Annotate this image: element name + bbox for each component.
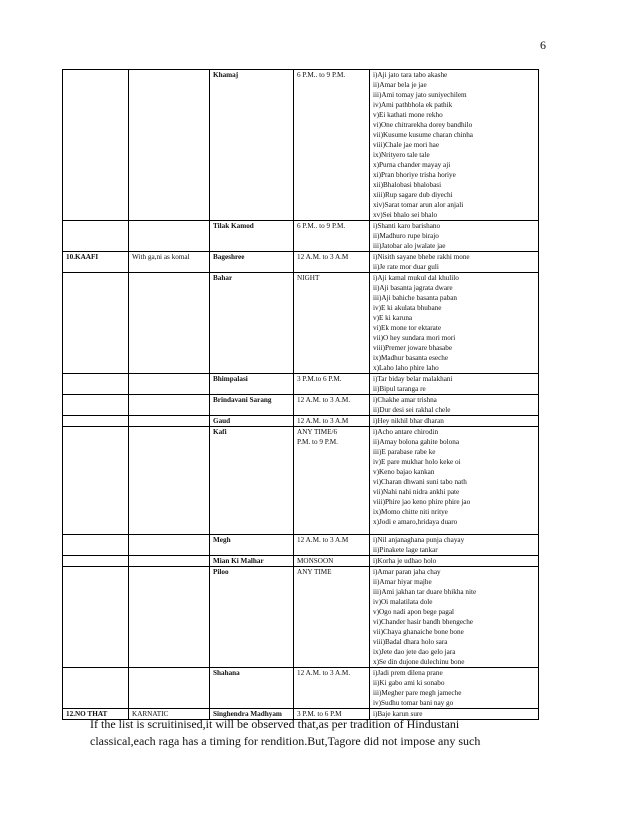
raga-name-cell: Mian Ki Malhar xyxy=(210,556,294,567)
songs-cell xyxy=(370,374,539,395)
song-title: i)Aji jato tara tabo akashe xyxy=(373,71,448,79)
song-title: iv)E pare mukhar holo keke oi xyxy=(373,458,461,466)
time-cell xyxy=(294,374,370,395)
song-title: iv)Ami pathbhola ek pathik xyxy=(373,101,453,109)
time-line: ANY TIME xyxy=(297,568,332,576)
song-title: ix)Madhur basanta eseche xyxy=(373,354,449,362)
time-line: 12 A.M. to 3 A.M. xyxy=(297,396,351,404)
song-title: viii)Premer joware bhasabe xyxy=(373,344,453,352)
time-line: 3 P.M. to 6 P.M xyxy=(297,710,342,718)
song-title: xii)Bhalobasi bhalobasi xyxy=(373,181,442,189)
song-title: i)Amar paran jaha chay xyxy=(373,568,441,576)
time-cell xyxy=(294,273,370,374)
song-title: iv)Sudhu tomar bani nay go xyxy=(373,699,454,707)
song-title: viii)Phire jao keno phire phire jao xyxy=(373,498,471,506)
song-title: xiv)Sarat tomar arun alor anjali xyxy=(373,201,464,209)
raga-name-cell: Bageshree xyxy=(210,252,294,273)
raga-row xyxy=(63,252,539,273)
raga-row xyxy=(63,535,539,556)
raga-row xyxy=(63,273,539,374)
raga-name-cell: Singhendra Madhyam xyxy=(210,709,294,720)
swara-note-cell xyxy=(129,567,210,668)
swara-note-cell xyxy=(129,395,210,416)
songs-cell xyxy=(370,221,539,252)
swara-note-cell xyxy=(129,416,210,427)
songs-cell xyxy=(370,668,539,709)
thaat-cell xyxy=(63,416,129,427)
time-line: 12 A.M. to 3 A.M xyxy=(297,417,349,425)
swara-note-cell: KARNATIC xyxy=(129,709,210,720)
thaat-cell xyxy=(63,273,129,374)
raga-row xyxy=(63,221,539,252)
time-cell xyxy=(294,567,370,668)
song-title: i)Nil anjanaghana punja chayay xyxy=(373,536,465,544)
song-title: vii)Nahi nahi nidra ankhi pate xyxy=(373,488,460,496)
thaat-cell xyxy=(63,70,129,221)
raga-name-cell: Brindavani Sarang xyxy=(210,395,294,416)
time-line: 12 A.M. to 3 A.M xyxy=(297,253,349,261)
song-title: vii)Chaya ghanaiche bone bone xyxy=(373,628,464,636)
thaat-cell xyxy=(63,395,129,416)
song-title: ii)Madhuro rupe birajo xyxy=(373,232,439,240)
swara-note-cell xyxy=(129,427,210,535)
song-title: iii)Ami jakhan tar duare bhikha nite xyxy=(373,588,477,596)
time-line: MONSOON xyxy=(297,557,334,565)
song-title: viii)Badal dhara holo sara xyxy=(373,638,448,646)
song-title: ii)Amar bela je jae xyxy=(373,81,427,89)
time-cell xyxy=(294,395,370,416)
song-title: viii)Chale jae mori hae xyxy=(373,141,440,149)
song-title: v)Ei kathati mone rekho xyxy=(373,111,443,119)
song-title: ii)Pinakete lage tankar xyxy=(373,546,438,554)
song-title: ii)Amar hiyar majhe xyxy=(373,578,432,586)
songs-cell xyxy=(370,556,539,567)
songs-cell xyxy=(370,535,539,556)
time-cell xyxy=(294,252,370,273)
swara-note-cell xyxy=(129,221,210,252)
swara-note-cell xyxy=(129,668,210,709)
song-title: ii)Ki gabo ami ki sonabo xyxy=(373,679,445,687)
swara-note-cell xyxy=(129,535,210,556)
song-title: ix)Nrityero tale tale xyxy=(373,151,430,159)
song-title: ii)Aji basanta jagrata dware xyxy=(373,284,453,292)
song-title: iii)Jatobar alo jwalate jae xyxy=(373,242,446,250)
song-title: ii)Je rate mor duar guli xyxy=(373,263,439,271)
thaat-cell xyxy=(63,567,129,668)
time-line: 6 P.M.. to 9 P.M. xyxy=(297,222,346,230)
raga-name-cell: Tilak Kamod xyxy=(210,221,294,252)
raga-row xyxy=(63,567,539,668)
song-title: i)Acho antare chirodin xyxy=(373,428,439,436)
time-cell xyxy=(294,70,370,221)
time-cell xyxy=(294,416,370,427)
song-title: xi)Pran bhoriye trisha horiye xyxy=(373,171,456,179)
song-title: ii)Dur desi sei rakhal chele xyxy=(373,406,451,414)
time-cell xyxy=(294,556,370,567)
raga-row xyxy=(63,395,539,416)
song-title: xiii)Rup sagare dub diyechi xyxy=(373,191,453,199)
song-title: vi)Ek mone tor ektarate xyxy=(373,324,442,332)
thaat-cell xyxy=(63,556,129,567)
raga-name-cell: Bhimpalasi xyxy=(210,374,294,395)
body-paragraph xyxy=(90,716,550,750)
thaat-cell: 12.NO THAT xyxy=(63,709,129,720)
raga-row xyxy=(63,556,539,567)
song-title: xv)Sei bhalo sei bhalo xyxy=(373,211,438,219)
song-title: vi)Chander hasir bandh bhengeche xyxy=(373,618,473,626)
thaat-cell: 10.KAAFI xyxy=(63,252,129,273)
swara-note-cell xyxy=(129,374,210,395)
song-title: iii)Aji bahiche basanta paban xyxy=(373,294,458,302)
raga-row xyxy=(63,668,539,709)
swara-note-cell xyxy=(129,70,210,221)
song-title: vii)Kusume kusume charan chinha xyxy=(373,131,473,139)
raga-name-cell: Gaud xyxy=(210,416,294,427)
songs-cell xyxy=(370,567,539,668)
song-title: i)Shanti karo barishano xyxy=(373,222,441,230)
song-title: iii)E parabase rabe ke xyxy=(373,448,436,456)
song-title: i)Jadi prem dilena prane xyxy=(373,669,443,677)
songs-cell xyxy=(370,395,539,416)
song-title: ix)Jete dao jete dao gelo jara xyxy=(373,648,456,656)
song-title: iv)Oi malatilata dole xyxy=(373,598,433,606)
raga-row xyxy=(63,70,539,221)
song-title: ii)Amay bolona gahite bolona xyxy=(373,438,460,446)
song-title: vi)Charan dhwani suni tabo nath xyxy=(373,478,467,486)
time-line: ANY TIME/6 xyxy=(297,428,338,436)
song-title: v)Keno bajao kankan xyxy=(373,468,435,476)
swara-note-cell xyxy=(129,556,210,567)
songs-cell xyxy=(370,427,539,535)
song-title: x)Laho laho phire laho xyxy=(373,364,439,372)
raga-row xyxy=(63,374,539,395)
time-line: 3 P.M.to 6 P.M. xyxy=(297,375,342,383)
raga-name-cell: Piloo xyxy=(210,567,294,668)
time-cell xyxy=(294,221,370,252)
time-cell xyxy=(294,427,370,535)
thaat-cell xyxy=(63,374,129,395)
raga-name-cell: Kafi xyxy=(210,427,294,535)
time-line: 6 P.M.. to 9 P.M. xyxy=(297,71,346,79)
time-line: P.M. to 9 P.M. xyxy=(297,438,338,446)
raga-row xyxy=(63,427,539,535)
songs-cell xyxy=(370,416,539,427)
time-line: NIGHT xyxy=(297,274,320,282)
song-title: v)E ki karuna xyxy=(373,314,413,322)
song-title: x)Se din dujone dulechinu bone xyxy=(373,658,465,666)
raga-name-cell: Khamaj xyxy=(210,70,294,221)
song-title: vii)O hey sundara mori mori xyxy=(373,334,456,342)
thaat-cell xyxy=(63,427,129,535)
song-title: iv)E ki akulata bhubane xyxy=(373,304,442,312)
song-title: i)Chakhe amar trishna xyxy=(373,396,437,404)
song-title: v)Ogo nadi apon bege pagal xyxy=(373,608,455,616)
song-title: i)Aji kamal mukul dal khulilo xyxy=(373,274,459,282)
song-title: x)Purna chander mayay aji xyxy=(373,161,451,169)
song-title: vi)One chitrarekha dorey bandhilo xyxy=(373,121,473,129)
raga-name-cell: Shahana xyxy=(210,668,294,709)
swara-note-cell: With ga,ni as komal xyxy=(129,252,210,273)
song-title: ii)Bipul taranga re xyxy=(373,385,426,393)
song-title: ix)Momo chitte niti nritye xyxy=(373,508,448,516)
song-title: i)Nisith sayane bhebe rakhi mone xyxy=(373,253,470,261)
raga-table-body xyxy=(63,70,539,720)
song-title: i)Tar biday belar malakhani xyxy=(373,375,453,383)
time-line: 12 A.M. to 3 A.M. xyxy=(297,669,351,677)
raga-row xyxy=(63,416,539,427)
paragraph-line: If the list is scruitinised,it will be observed that,as per tradition of Hindustani xyxy=(90,717,460,731)
song-title: iii)Ami tomay jato suniyechilem xyxy=(373,91,467,99)
page-number: 6 xyxy=(540,38,546,52)
thaat-cell xyxy=(63,535,129,556)
song-title: x)Jodi e amaro,hridaya duaro xyxy=(373,518,458,526)
time-cell xyxy=(294,668,370,709)
songs-cell xyxy=(370,273,539,374)
thaat-cell xyxy=(63,221,129,252)
thaat-cell xyxy=(63,668,129,709)
raga-name-cell: Bahar xyxy=(210,273,294,374)
song-title: i)Korha je udhao holo xyxy=(373,557,437,565)
song-title: i)Hey nikhil bhar dharan xyxy=(373,417,444,425)
paragraph-line: classical,each raga has a timing for rendition.But,Tagore did not impose any such xyxy=(90,734,481,748)
song-title: i)Baje karun sure xyxy=(373,710,423,718)
swara-note-cell xyxy=(129,273,210,374)
songs-cell xyxy=(370,252,539,273)
raga-name-cell: Megh xyxy=(210,535,294,556)
time-cell xyxy=(294,535,370,556)
raga-table xyxy=(62,69,539,720)
songs-cell xyxy=(370,70,539,221)
time-line: 12 A.M. to 3 A.M xyxy=(297,536,349,544)
song-title: iii)Megher pare megh jameche xyxy=(373,689,462,697)
